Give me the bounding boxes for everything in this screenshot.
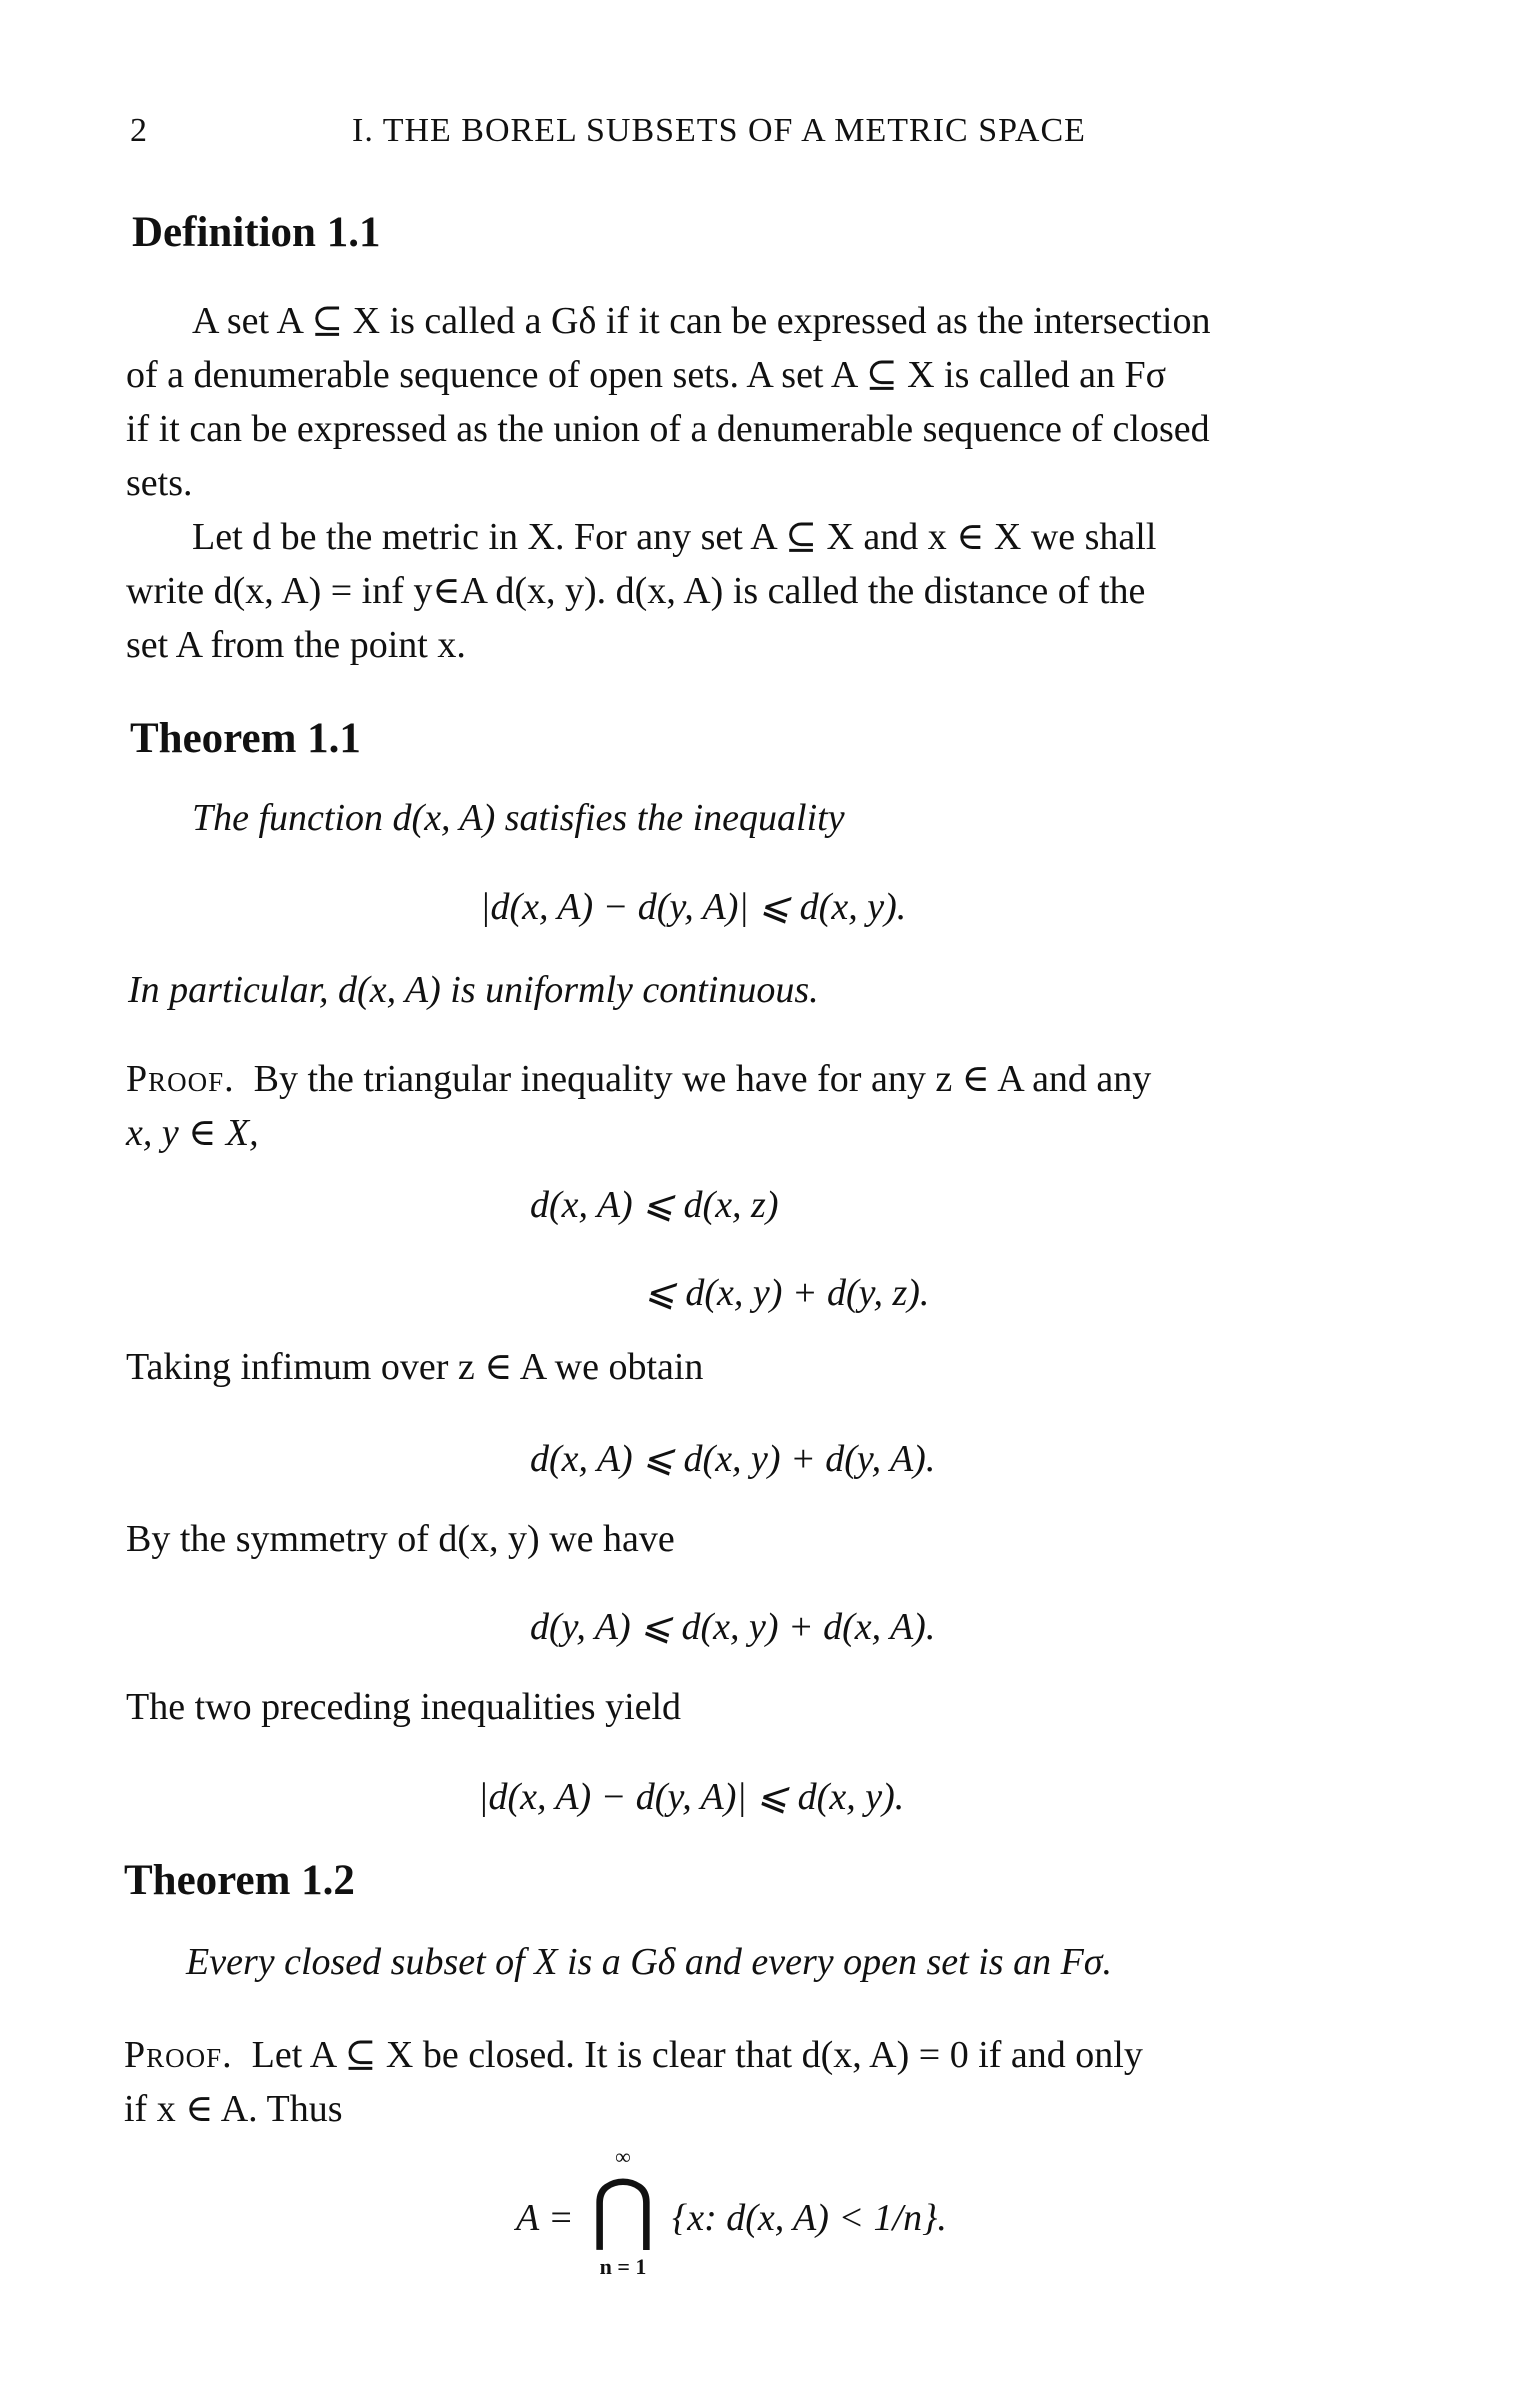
proof-1-text: By the triangular inequality we have for any z ∈ A and any (253, 1058, 1152, 1100)
proof-2-line: if x ∈ A. Thus (124, 2088, 343, 2130)
definition-line: set A from the point x. (126, 624, 466, 666)
intersection-lower-limit: n = 1 (599, 2254, 647, 2279)
proof-1-text3: Taking infimum over z ∈ A we obtain (126, 1346, 704, 1388)
definition-line: Let d be the metric in X. For any set A ⊆ X and x ∈ X we shall (192, 516, 1157, 558)
proof-2-eq-lhs: A = (516, 2197, 574, 2239)
proof-1-line: x, y ∈ X, (126, 1112, 259, 1154)
proof-2-text: Let A ⊆ X be closed. It is clear that d(x, A) = 0 if and only (251, 2034, 1143, 2076)
definition-line: write d(x, A) = inf y∈A d(x, y). d(x, A) is called the distance of the (126, 570, 1146, 612)
intersection-operator (588, 2144, 658, 2280)
proof-2-body (124, 2028, 1414, 2136)
running-title: I. THE BOREL SUBSETS OF A METRIC SPACE (352, 112, 1086, 149)
proof-1-line (126, 1052, 1416, 1106)
proof-1-text5: The two preceding inequalities yield (126, 1686, 682, 1728)
proof-1-text4: By the symmetry of d(x, y) we have (126, 1518, 675, 1560)
proof-1-eq4: d(y, A) ⩽ d(x, y) + d(x, A). (530, 1606, 936, 1648)
definition-line: A set A ⊆ X is called a Gδ if it can be expressed as the intersection (192, 300, 1211, 342)
running-header (130, 112, 1410, 162)
definition-body (126, 294, 1416, 672)
definition-line: sets. (126, 462, 193, 504)
definition-line: of a denumerable sequence of open sets. A set A ⊆ X is called an Fσ (126, 354, 1167, 396)
theorem-1-1-equation: |d(x, A) − d(y, A)| ⩽ d(x, y). (480, 886, 907, 928)
theorem-1-2-statement: Every closed subset of X is a Gδ and every open set is an Fσ. (186, 1941, 1113, 1983)
proof-1-eq5: |d(x, A) − d(y, A)| ⩽ d(x, y). (478, 1776, 905, 1818)
proof-2-eq-rhs: {x: d(x, A) < 1/n}. (672, 2197, 947, 2239)
definition-heading: Definition 1.1 (132, 209, 381, 256)
definition-line: if it can be expressed as the union of a denumerable sequence of closed (126, 408, 1210, 450)
theorem-1-1-corollary: In particular, d(x, A) is uniformly continuous. (128, 969, 819, 1011)
theorem-1-1-heading: Theorem 1.1 (130, 715, 361, 762)
proof-1-body (126, 1052, 1416, 1160)
proof-label: Proof. (126, 1058, 235, 1100)
proof-2-line (124, 2028, 1414, 2082)
proof-1-eq1: d(x, A) ⩽ d(x, z) (530, 1184, 779, 1226)
intersection-upper-limit: ∞ (615, 2144, 631, 2169)
intersection-symbol: ⋂ (591, 2165, 655, 2252)
page-number: 2 (130, 112, 148, 149)
theorem-1-1-statement: The function d(x, A) satisfies the inequality (192, 797, 845, 839)
theorem-1-2-heading: Theorem 1.2 (124, 1857, 355, 1904)
proof-1-eq3: d(x, A) ⩽ d(x, y) + d(y, A). (530, 1438, 936, 1480)
proof-1-eq2: ⩽ d(x, y) + d(y, z). (644, 1272, 930, 1314)
proof-label: Proof. (124, 2034, 233, 2076)
